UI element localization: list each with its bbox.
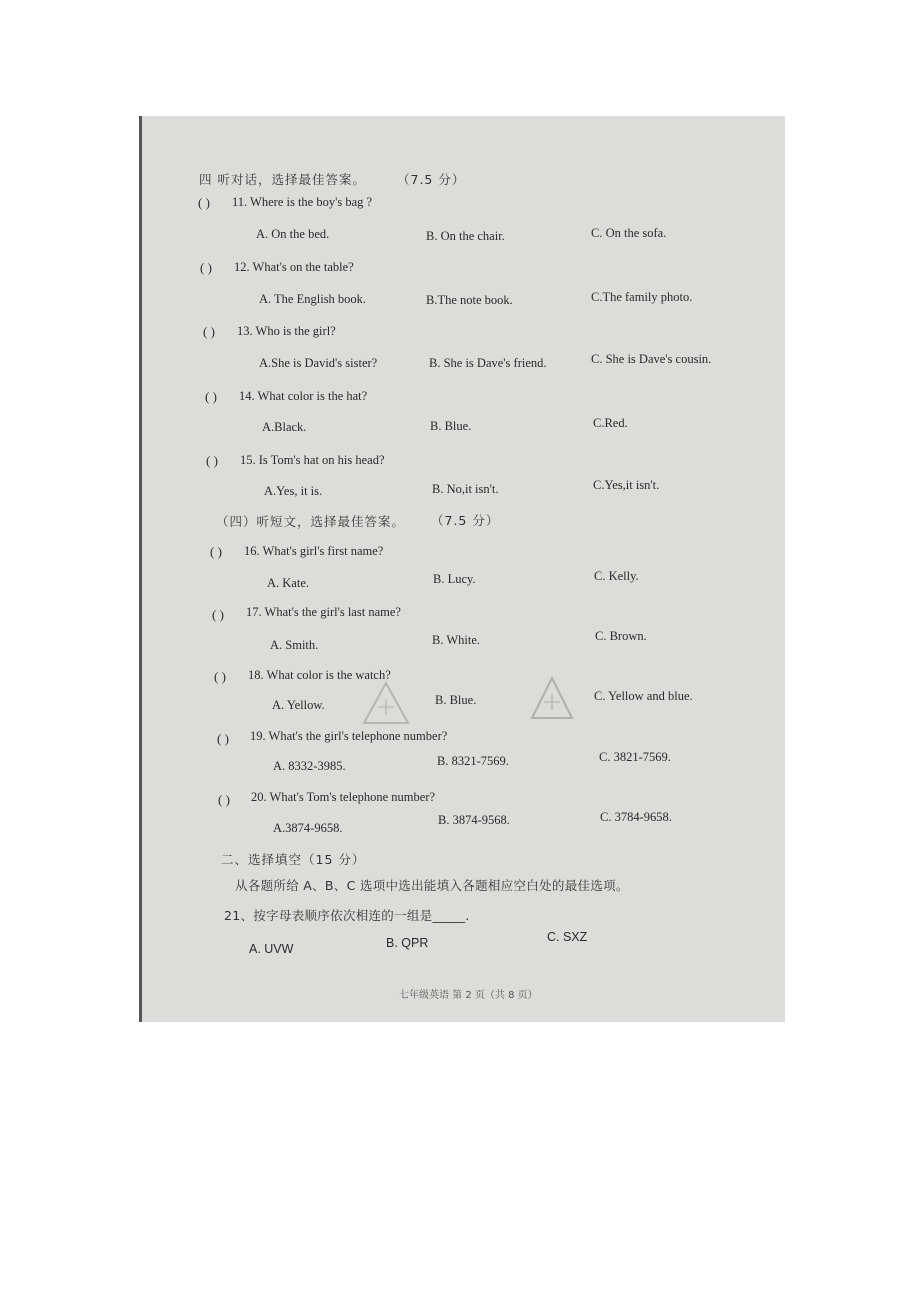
question-11: 11. Where is the boy's bag ? — [232, 195, 373, 209]
answer-paren[interactable]: ( ) — [212, 607, 224, 622]
answer-paren[interactable]: ( ) — [203, 324, 215, 339]
question-13: 13. Who is the girl? — [237, 324, 336, 338]
option-b: B. Lucy. — [433, 572, 476, 586]
option-b: B. Blue. — [430, 419, 472, 433]
answer-paren[interactable]: ( ) — [198, 195, 210, 210]
option-a: A.Black. — [262, 420, 307, 434]
answer-paren[interactable]: ( ) — [214, 669, 226, 684]
option-a: A. 8332-3985. — [273, 759, 346, 773]
answer-paren[interactable]: ( ) — [217, 731, 229, 746]
option-c: C. Brown. — [595, 629, 647, 643]
answer-paren[interactable]: ( ) — [206, 453, 218, 468]
question-12: 12. What's on the table? — [234, 260, 354, 274]
option-b: B. No,it isn't. — [432, 482, 499, 496]
option-a: A.She is David's sister? — [259, 356, 378, 370]
question-19: 19. What's the girl's telephone number? — [250, 729, 448, 743]
option-a: A. On the bed. — [256, 227, 330, 241]
option-a: A. Smith. — [270, 638, 319, 652]
option-c: C. 3821-7569. — [599, 750, 671, 764]
option-c: C.The family photo. — [591, 290, 693, 304]
section-3-title: 四 听对话，选择最佳答案。 — [199, 172, 366, 187]
question-14: 14. What color is the hat? — [239, 389, 368, 403]
option-b: B. Blue. — [435, 693, 477, 707]
answer-paren[interactable]: ( ) — [210, 544, 222, 559]
option-a: A. The English book. — [259, 292, 367, 306]
option-a: A. Kate. — [267, 576, 309, 590]
option-a: A. UVW — [249, 942, 294, 956]
option-c: C. On the sofa. — [591, 226, 667, 240]
option-a: A.Yes, it is. — [264, 484, 323, 498]
option-b: B. QPR — [386, 936, 429, 950]
question-18: 18. What color is the watch? — [248, 668, 391, 682]
part-2-instruction: 从各题所给 A、B、C 选项中选出能填入各题相应空白处的最佳选项。 — [235, 878, 629, 893]
answer-paren[interactable]: ( ) — [218, 792, 230, 807]
option-c: C. Kelly. — [594, 569, 639, 583]
answer-paren[interactable]: ( ) — [205, 389, 217, 404]
exam-page-photo — [139, 116, 785, 1022]
triangle-stamp-icon — [530, 676, 574, 720]
option-c: C. Yellow and blue. — [594, 689, 693, 703]
question-15: 15. Is Tom's hat on his head? — [240, 453, 385, 467]
question-21: 21、按字母表顺序依次相连的一组是_____. — [224, 908, 470, 923]
section-3-score: （7.5 分） — [397, 172, 466, 187]
section-4-title: （四）听短文，选择最佳答案。 — [216, 514, 406, 529]
option-b: B. On the chair. — [426, 229, 505, 243]
triangle-stamp-icon — [362, 681, 410, 725]
page-footer: 七年级英语 第 2 页（共 8 页） — [399, 990, 538, 1001]
part-2-title: 二、选择填空（15 分） — [221, 852, 366, 867]
option-b: B.The note book. — [426, 293, 513, 307]
option-c: C. SXZ — [547, 930, 588, 944]
option-b: B. 8321-7569. — [437, 754, 509, 768]
question-20: 20. What's Tom's telephone number? — [251, 790, 436, 804]
option-b: B. She is Dave's friend. — [429, 356, 547, 370]
question-17: 17. What's the girl's last name? — [246, 605, 401, 619]
question-16: 16. What's girl's first name? — [244, 544, 384, 558]
option-b: B. 3874-9568. — [438, 813, 510, 827]
option-a: A.3874-9658. — [273, 821, 343, 835]
answer-paren[interactable]: ( ) — [200, 260, 212, 275]
option-c: C.Red. — [593, 416, 628, 430]
option-c: C. 3784-9658. — [600, 810, 672, 824]
option-b: B. White. — [432, 633, 481, 647]
option-a: A. Yellow. — [272, 698, 325, 712]
option-c: C.Yes,it isn't. — [593, 478, 660, 492]
option-c: C. She is Dave's cousin. — [591, 352, 712, 366]
section-4-score: （7.5 分） — [431, 513, 500, 528]
